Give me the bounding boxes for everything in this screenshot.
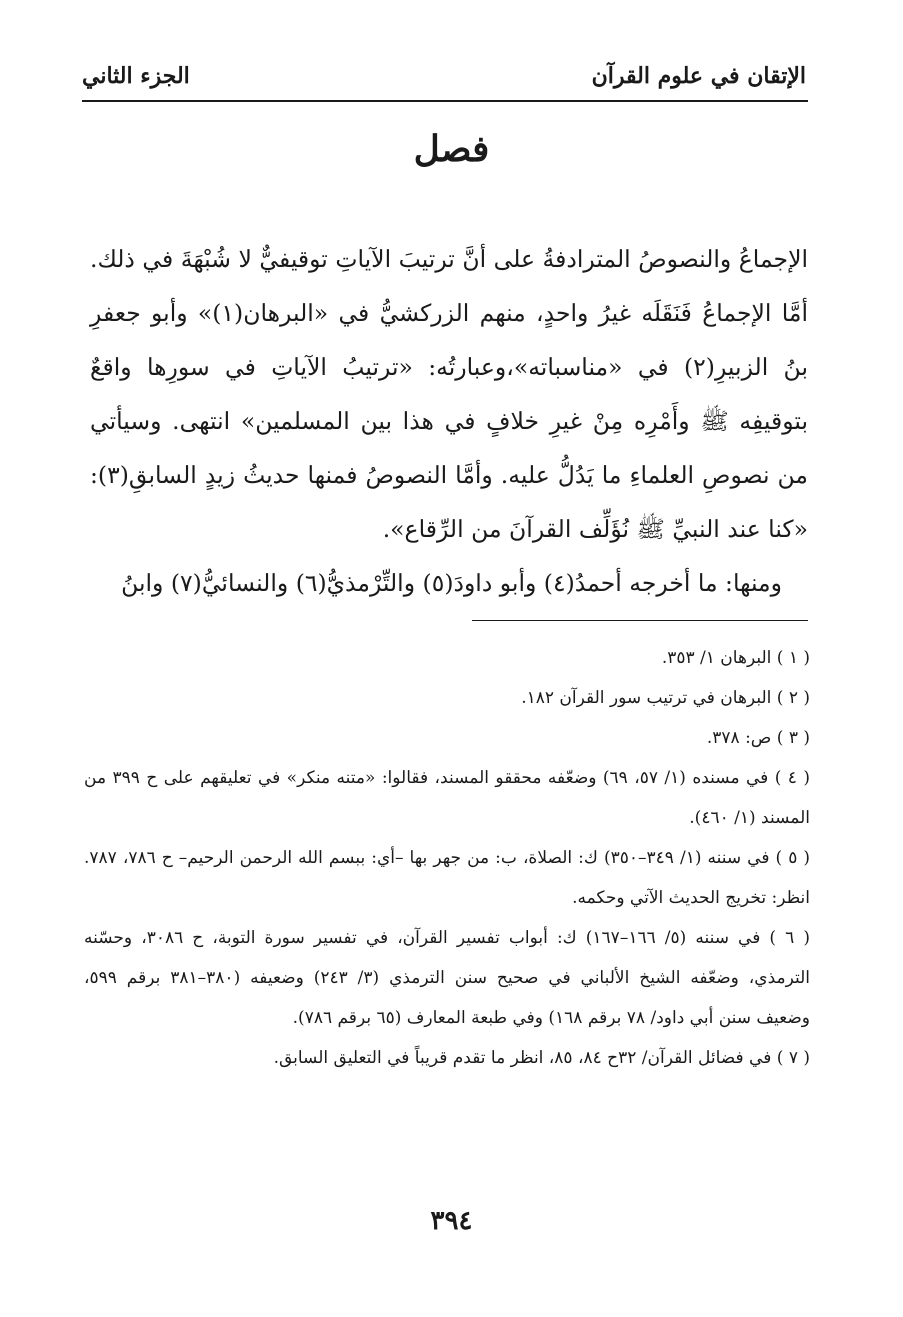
footnote-number: ( ٥ ): [775, 848, 811, 868]
footnote-text: في مسنده (١/ ٥٧، ٦٩) وضعّفه محققو المسند، فقالوا: «متنه منكر» في تعليقهم على ح ٣٩٩ من المسند (١/ ٤٦٠).: [84, 768, 810, 828]
paragraph: الإجماعُ والنصوصُ المترادفةُ على أنَّ ترتيبَ الآياتِ توقيفيٌّ لا شُبْهَةَ في ذلك. أمَّا الإجماعُ فَنَقَلَه غيرُ واحدٍ، منهم الزركشيُّ في «البرهان(١)» وأبو جعفرِ بنُ الزبيرِ(٢) في «مناسباته»،وعبارتُه: «ترتيبُ الآياتِ في سورِها واقعٌ بتوقيفِه ﷺ وأَمْرِه مِنْ غيرِ خلافٍ في هذا بين المسلمين» انتهى. وسيأتي من نصوصِ العلماءِ ما يَدُلُّ عليه. وأمَّا النصوصُ فمنها حديثُ زيدٍ السابقِ(٣): «كنا عند النبيِّ ﷺ نُؤَلِّف القرآنَ من الرِّقاع».: [90, 245, 809, 543]
footnote-item: [84, 1038, 810, 1078]
footnote-number: ( ٤ ): [774, 768, 810, 788]
page-number: ٣٩٤: [430, 1206, 473, 1236]
main-text: [90, 232, 808, 610]
footnote-number: ( ٣ ): [776, 728, 810, 748]
footnote-number: ( ٧ ): [776, 1048, 810, 1068]
paragraph: ومنها: ما أخرجه أحمدُ(٤) وأبو داودَ(٥) والتِّرْمذيُّ(٦) والنسائيُّ(٧) وابنُ: [121, 569, 782, 597]
footnote-text: في سننه (١/ ٣٤٩–٣٥٠) ك: الصلاة، ب: من جهر بها –أي: ببسم الله الرحمن الرحيم– ح ٧٨٦، ٧٨٧. انظر: تخريج الحديث الآتي وحكمه.: [84, 848, 810, 908]
footnote-text: في سننه (٥/ ١٦٦–١٦٧) ك: أبواب تفسير القرآن، في تفسير سورة التوبة، ح ٣٠٨٦، وحسّنه الترمذي، وضعّفه الشيخ الألباني في صحيح سنن الترمذي (٣/ ٢٤٣) وضعيفه (٣٨٠–٣٨١ برقم ٥٩٩، وضعيف سنن أبي داود/ ٧٨ برقم ١٦٨) وفي طبعة المعارف (٦٥ برقم ٧٨٦).: [84, 928, 811, 1028]
footnote-item: [84, 638, 810, 678]
footnotes: [84, 638, 810, 1078]
book-title: الإتقان في علوم القرآن: [591, 63, 806, 89]
footnote-text: ص: ٣٧٨.: [706, 728, 772, 748]
footnote-text: البرهان في ترتيب سور القرآن ١٨٢.: [521, 688, 772, 708]
header-divider: [82, 100, 808, 102]
footnote-number: ( ٦ ): [769, 928, 810, 948]
running-header: [82, 56, 806, 96]
footnote-item: [84, 918, 810, 1038]
volume-label: الجزء الثاني: [82, 63, 190, 89]
footnote-text: البرهان ١/ ٣٥٣.: [661, 648, 772, 668]
footnote-number: ( ١ ): [776, 648, 810, 668]
footnote-number: ( ٢ ): [776, 688, 810, 708]
footnote-item: [84, 718, 810, 758]
footnote-divider: [472, 620, 808, 621]
footnote-item: [84, 758, 810, 838]
section-title: فصل: [413, 128, 490, 170]
footnote-item: [84, 838, 810, 918]
footnote-item: [84, 678, 810, 718]
footnote-text: في فضائل القرآن/ ٣٢ح ٨٤، ٨٥، انظر ما تقدم قريباً في التعليق السابق.: [273, 1048, 772, 1068]
